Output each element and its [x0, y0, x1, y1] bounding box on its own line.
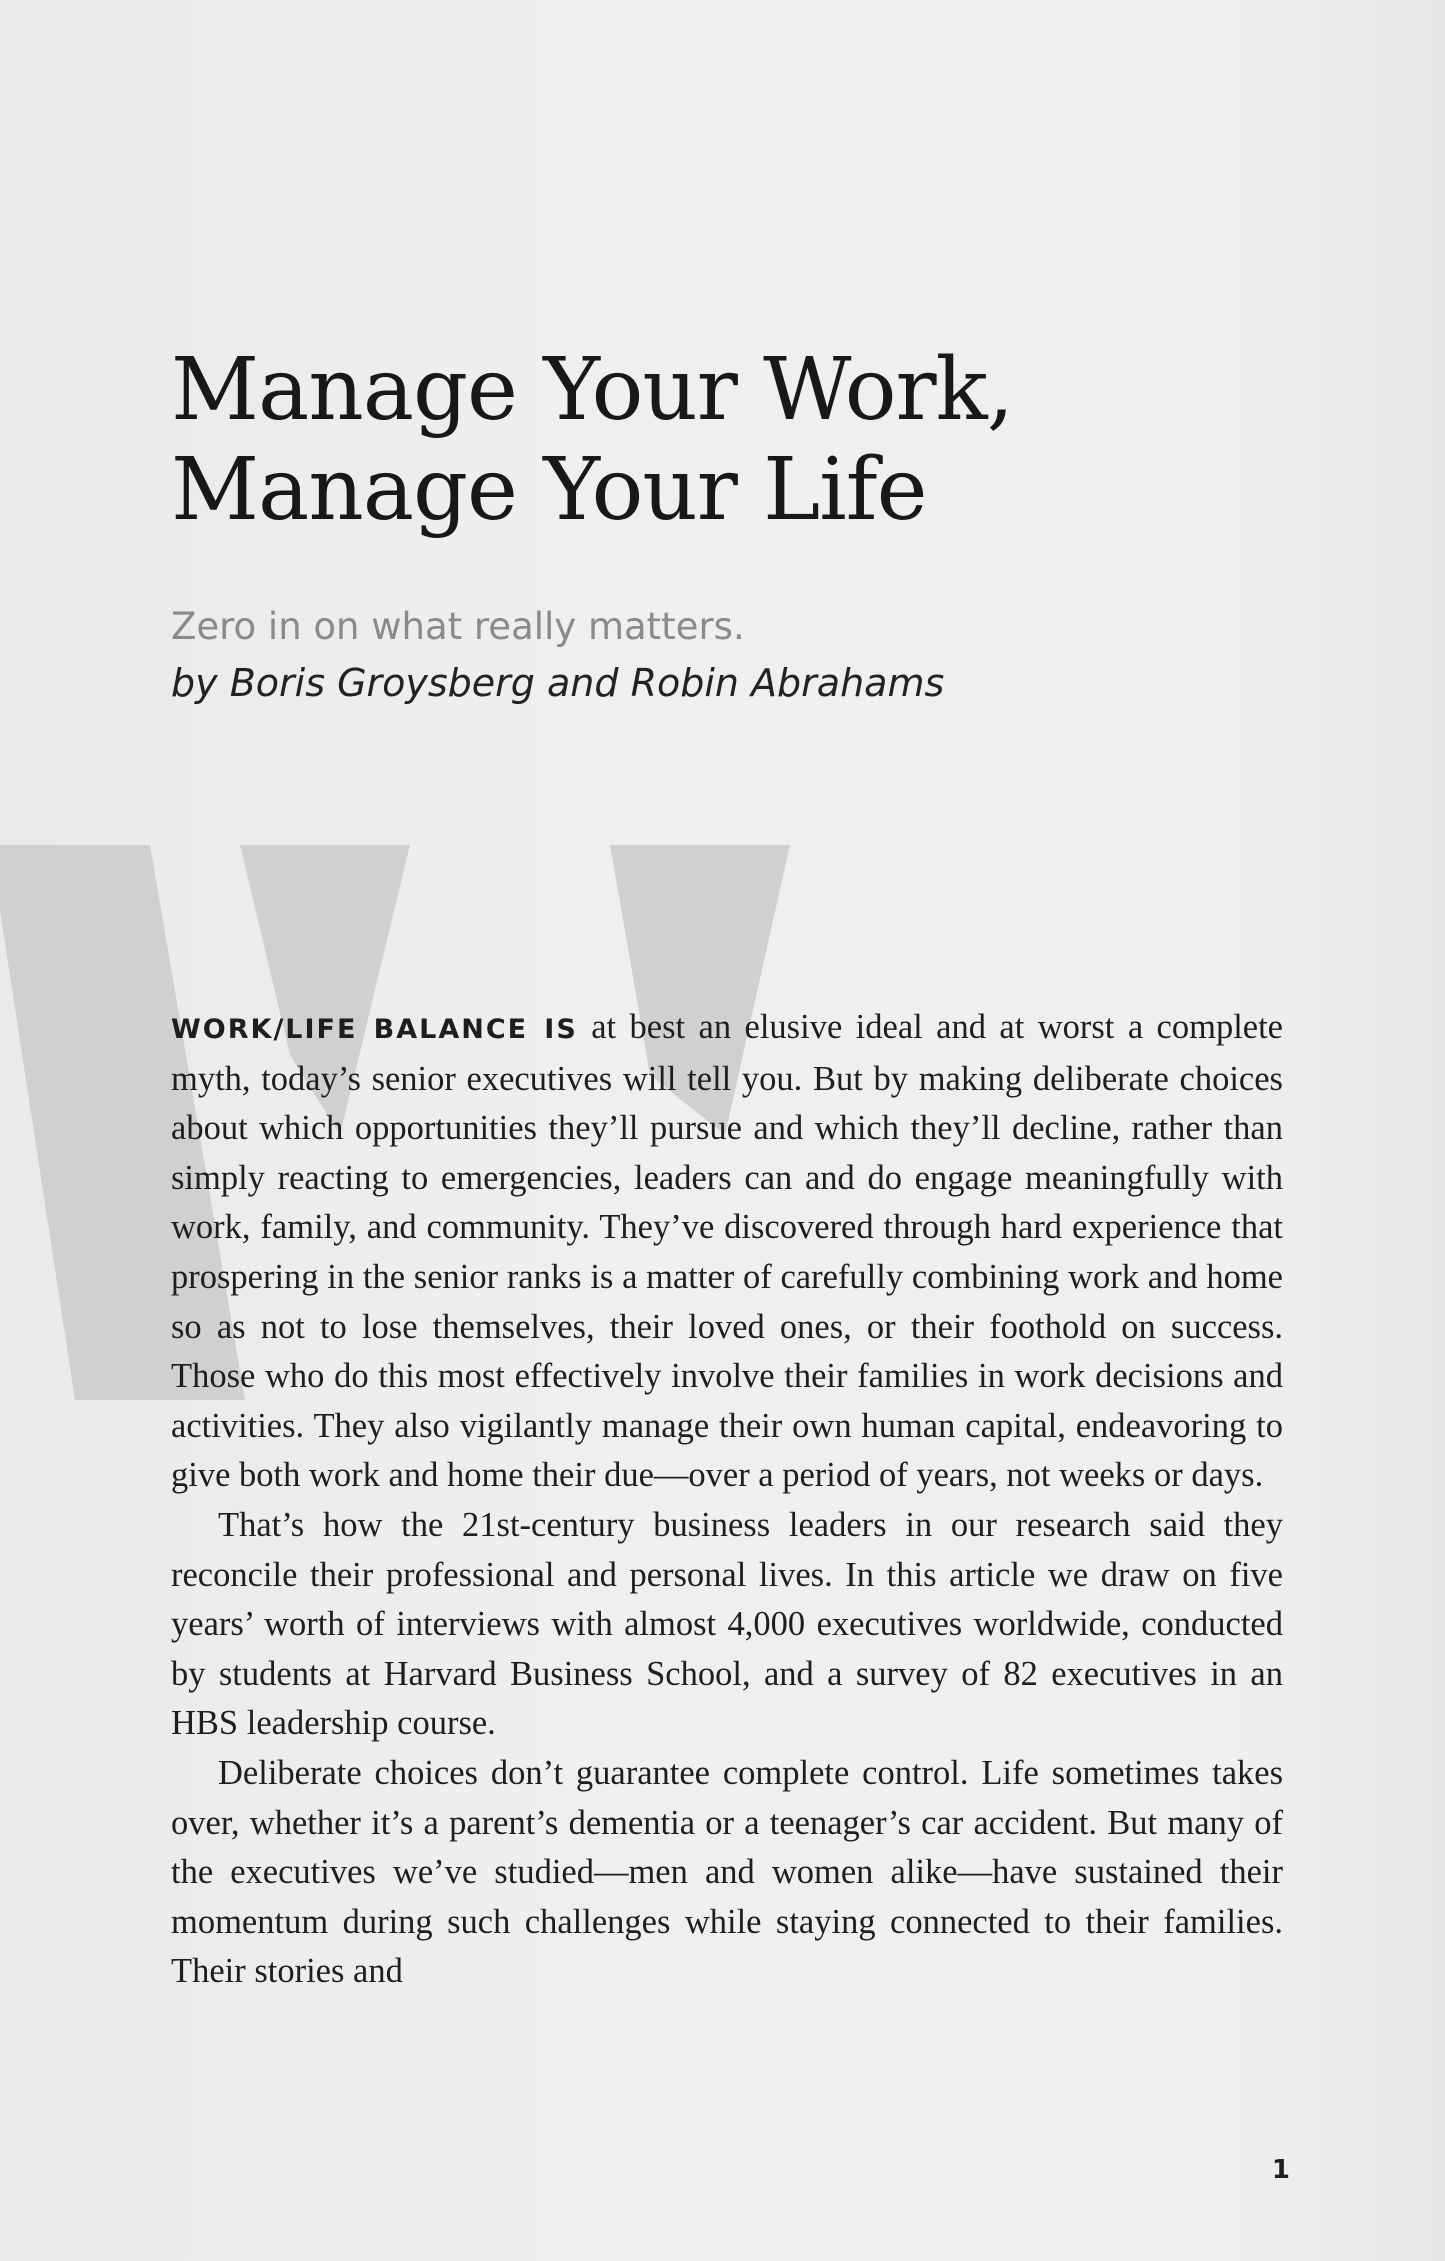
article-byline: by Boris Groysberg and Robin Abrahams	[171, 661, 945, 705]
article-body	[171, 1003, 1283, 1997]
title-line-1: Manage Your Work,	[171, 340, 1014, 440]
body-paragraph-3: Deliberate choices don’t guarantee complete control. Life sometimes takes over, whether it’s a parent’s dementia or a teenager’s car accident. But many of the executives we’ve studied—men and women alike—have sustained their momentum during such challenges while staying connected to their families. Their stories and	[171, 1753, 1283, 1991]
article-title	[171, 340, 1283, 540]
page-number: 1	[1271, 2155, 1290, 2185]
body-paragraph-2: That’s how the 21st-century business leaders in our research said they reconcile their professional and personal lives. In this article we draw on five years’ worth of interviews with almost 4,000 executives worldwide, conducted by students at Harvard Business School, and a survey of 82 executives in an HBS leadership course.	[171, 1505, 1283, 1743]
title-line-2: Manage Your Life	[171, 440, 927, 540]
lead-in-text: WORK/LIFE BALANCE IS	[171, 1014, 578, 1045]
body-paragraph-1	[171, 1003, 1283, 1501]
article-subtitle: Zero in on what really matters.	[171, 605, 745, 648]
paragraph-1-text: at best an elusive ideal and at worst a complete myth, today’s senior executives will tell you. But by making deliberate choices about which opportunities they’ll pursue and which they’ll decline, rather than simply reacting to emergencies, leaders can and do engage meaningfully with work, family, and community. They’ve discovered through hard experience that prospering in the senior ranks is a matter of carefully combining work and home so as not to lose themselves, their loved ones, or their foothold on success. Those who do this most effectively involve their families in work decisions and activities. They also vigilantly manage their own human capital, endeavoring to give both work and home their due—over a period of years, not weeks or days.	[171, 1008, 1283, 1495]
article-header	[171, 340, 1283, 708]
